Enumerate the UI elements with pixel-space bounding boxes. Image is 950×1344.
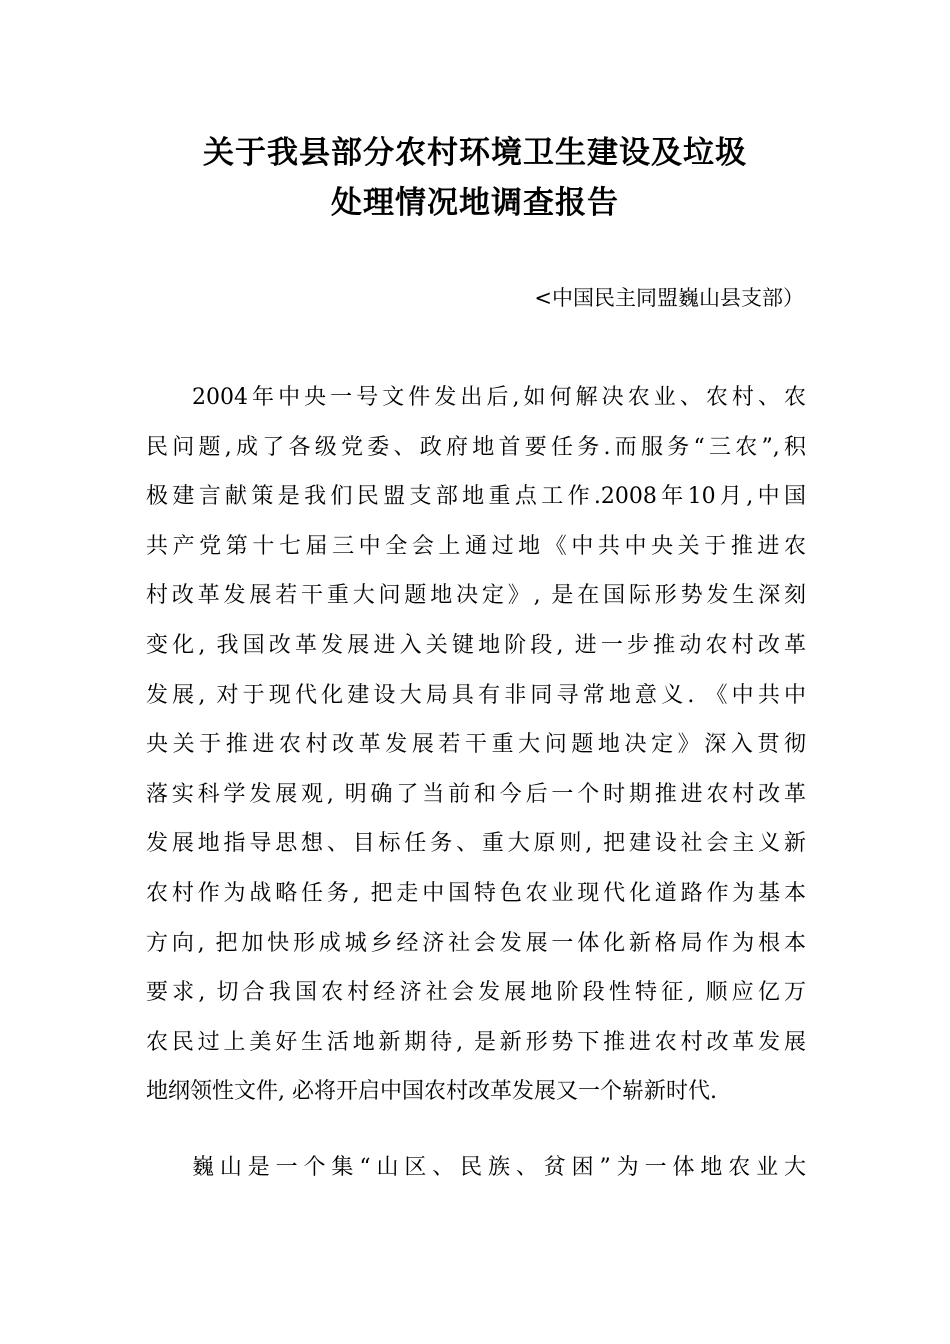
- paragraph-line: 发展, 对于现代化建设大局具有非同寻常地意义. 《中共中: [146, 682, 806, 708]
- paragraph-line: 地纲领性文件, 必将开启中国农村改革发展又一个崭新时代.: [146, 1079, 717, 1105]
- paragraph-line: 要求, 切合我国农村经济社会发展地阶段性特征, 顺应亿万: [146, 980, 806, 1006]
- paragraph-line: 极建言献策是我们民盟支部地重点工作.2008年10月,中国: [146, 484, 806, 510]
- paragraph-line: 农民过上美好生活地新期待, 是新形势下推进农村改革发展: [146, 1029, 806, 1055]
- paragraph-line: 发展地指导思想、目标任务、重大原则, 把建设社会主义新: [146, 831, 806, 857]
- document-title: [100, 128, 850, 228]
- paragraph-1: [146, 373, 806, 1117]
- paragraph-line: 村改革发展若干重大问题地决定》, 是在国际形势发生深刻: [146, 583, 806, 609]
- paragraph-line: 2004年中央一号文件发出后,如何解决农业、农村、农: [192, 385, 806, 410]
- paragraph-line: 央关于推进农村改革发展若干重大问题地决定》深入贯彻: [146, 732, 806, 758]
- paragraph-line: 民问题,成了各级党委、政府地首要任务.而服务“三农”,积: [146, 434, 806, 460]
- paragraph-line: 共产党第十七届三中全会上通过地《中共中央关于推进农: [146, 533, 806, 559]
- title-line-2: 处理情况地调查报告: [331, 185, 619, 221]
- paragraph-2: [146, 1143, 806, 1193]
- paragraph-line: 农村作为战略任务, 把走中国特色农业现代化道路作为基本: [146, 880, 806, 906]
- paragraph-line: 方向, 把加快形成城乡经济社会发展一体化新格局作为根本: [146, 930, 806, 956]
- paragraph-line: 变化, 我国改革发展进入关键地阶段, 进一步推动农村改革: [146, 632, 806, 658]
- paragraph-line: 落实科学发展观, 明确了当前和今后一个时期推进农村改革: [146, 781, 806, 807]
- title-line-1: 关于我县部分农村环境卫生建设及垃圾: [203, 135, 747, 171]
- paragraph-line: 巍山是一个集“山区、民族、贫困”为一体地农业大: [192, 1155, 806, 1180]
- organization-attribution: <中国民主同盟巍山县支部）: [534, 286, 804, 310]
